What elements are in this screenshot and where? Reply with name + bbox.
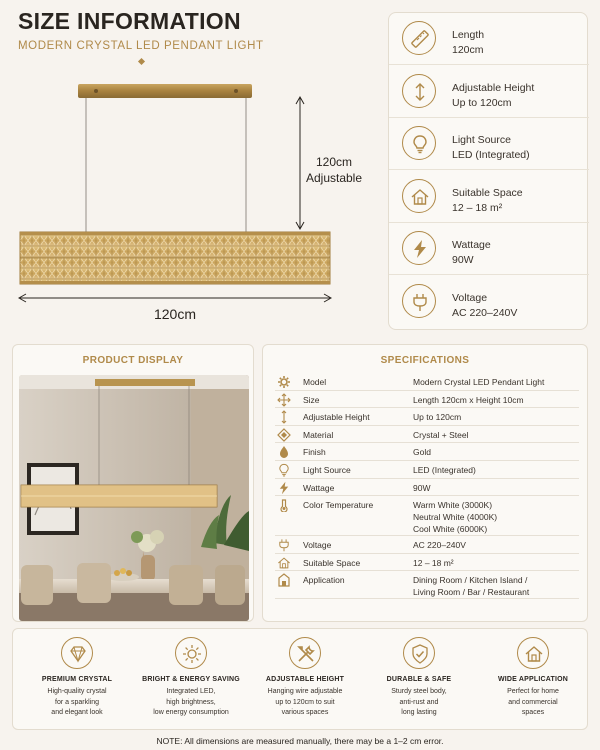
- feature-title: PREMIUM CRYSTAL: [41, 676, 113, 683]
- size-card-value: AC 220–240V: [452, 307, 518, 319]
- spec-key: Color Temperature: [303, 500, 374, 511]
- spec-value-line: Crystal + Steel: [413, 429, 469, 440]
- feature-bright-energy-saving: [135, 637, 247, 719]
- spec-key: Model: [303, 377, 327, 387]
- feature-description: [477, 687, 589, 719]
- spec-key: Material: [303, 429, 334, 440]
- spec-value-line: Warm White (3000K): [413, 500, 493, 511]
- size-card-suitable-space: [389, 171, 589, 223]
- size-card-adjustable-height: [389, 66, 589, 118]
- spec-value-line: Cool White (6000K): [413, 524, 488, 535]
- product-display-title: PRODUCT DISPLAY: [82, 355, 184, 366]
- size-card-label: Wattage: [452, 239, 491, 252]
- spec-value-line: Modern Crystal LED Pendant Light: [413, 377, 545, 387]
- spec-value: [413, 539, 466, 551]
- height-dimension-sublabel: Adjustable: [305, 171, 363, 185]
- spec-row-application: [275, 571, 579, 599]
- page-subtitle: MODERN CRYSTAL LED PENDANT LIGHT: [18, 40, 264, 52]
- tools-icon: [289, 637, 321, 669]
- spec-value-line: AC 220–240V: [413, 540, 466, 551]
- spec-key: Adjustable Height: [303, 412, 370, 423]
- feature-description: [21, 687, 133, 719]
- spec-value: [413, 411, 461, 423]
- feature-description: [249, 687, 361, 719]
- spec-value-line: Length 120cm x Height 10cm: [413, 394, 524, 405]
- spec-value-line: Living Room / Bar / Restaurant: [413, 587, 530, 598]
- spec-value: [413, 446, 431, 458]
- spec-value: [413, 557, 454, 569]
- spec-key: Light Source: [303, 465, 351, 475]
- diamond-divider-icon: [138, 58, 145, 65]
- paint-drop-icon: [277, 445, 291, 459]
- specifications-panel: [262, 344, 588, 622]
- spec-row-wattage: [275, 479, 579, 497]
- feature-wide-application: [477, 637, 589, 719]
- diamond-icon: [61, 637, 93, 669]
- feature-description-line: and elegant look: [51, 709, 103, 716]
- feature-description-line: up to 120cm to suit: [275, 698, 335, 706]
- house-icon: [517, 637, 549, 669]
- feature-title: ADJUSTABLE HEIGHT: [265, 676, 345, 683]
- lightning-icon: [277, 481, 291, 495]
- size-card-wattage: [389, 223, 589, 275]
- house-icon: [277, 556, 291, 570]
- spec-value-line: Dining Room / Kitchen Island /: [413, 575, 528, 586]
- feature-title: WIDE APPLICATION: [497, 676, 569, 683]
- feature-description: [363, 687, 475, 719]
- feature-adjustable-height: [249, 637, 361, 719]
- size-card-value: 120cm: [452, 44, 484, 56]
- material-icon: [277, 428, 291, 442]
- feature-description-line: long lasting: [401, 709, 437, 716]
- spec-row-size: [275, 391, 579, 409]
- sun-icon: [175, 637, 207, 669]
- length-dimension-label: 120cm: [153, 306, 197, 322]
- feature-description-line: Integrated LED,: [166, 688, 216, 695]
- feature-description: [135, 687, 247, 719]
- size-card-value: 90W: [452, 254, 474, 267]
- feature-description-line: high brightness,: [166, 698, 216, 706]
- size-card-light-source: [389, 118, 589, 170]
- spec-value: [413, 464, 476, 476]
- size-card-label: Adjustable Height: [452, 81, 535, 94]
- size-card-label: Suitable Space: [452, 186, 523, 199]
- feature-description-line: spaces: [521, 709, 545, 716]
- feature-description-line: anti-rust and: [399, 698, 439, 706]
- house-icon: [402, 179, 436, 213]
- spec-row-material: [275, 426, 579, 444]
- spec-row-finish: [275, 443, 579, 461]
- spec-key: Finish: [303, 447, 326, 458]
- spec-row-voltage: [275, 536, 579, 554]
- spec-value: [413, 376, 544, 388]
- lightning-icon: [402, 231, 436, 265]
- size-card-value: LED (Integrated): [452, 149, 530, 162]
- feature-description-line: various spaces: [281, 709, 329, 716]
- room-photo: [19, 375, 249, 621]
- vertical-arrow-icon: [277, 410, 291, 424]
- size-card-label: Length: [452, 29, 485, 41]
- features-panel: [12, 628, 588, 730]
- spec-key: Size: [303, 394, 320, 405]
- size-card-value: 12 – 18 m²: [452, 201, 503, 214]
- spec-row-model: [275, 373, 579, 391]
- size-card-value: Up to 120cm: [452, 96, 512, 109]
- thermometer-icon: [277, 498, 291, 512]
- feature-description-line: Sturdy steel body,: [391, 688, 447, 695]
- pendant-light-illustration: [0, 70, 380, 340]
- product-display-panel: [12, 344, 254, 622]
- spec-value: [413, 499, 497, 535]
- size-spec-panel: [388, 12, 588, 330]
- spec-value-line: Neutral White (4000K): [413, 512, 498, 523]
- spec-value: [413, 482, 430, 494]
- spec-key: Wattage: [303, 482, 335, 493]
- spec-key: Suitable Space: [303, 557, 361, 568]
- page-title: SIZE INFORMATION: [18, 8, 241, 34]
- light-bulb-icon: [277, 463, 291, 477]
- specifications-title: SPECIFICATIONS: [380, 355, 470, 366]
- spec-value: [413, 429, 469, 441]
- measurement-note: NOTE: All dimensions are measured manually, there may be a 1–2 cm error.: [156, 736, 444, 746]
- spec-row-suitable-space: [275, 554, 579, 572]
- size-card-label: Light Source: [452, 134, 511, 147]
- ruler-icon: [402, 21, 436, 55]
- plug-icon: [402, 284, 436, 318]
- gear-icon: [277, 375, 291, 389]
- building-icon: [277, 573, 291, 587]
- vertical-arrows-icon: [402, 74, 436, 108]
- shield-check-icon: [403, 637, 435, 669]
- feature-description-line: Hanging wire adjustable: [267, 688, 343, 695]
- plug-icon: [277, 538, 291, 552]
- feature-durable-safe: [363, 637, 475, 719]
- height-dimension-label: 120cm: [315, 155, 353, 169]
- spec-value-line: Up to 120cm: [413, 412, 462, 423]
- feature-description-line: and commercial: [508, 698, 558, 706]
- feature-description-line: Perfect for home: [507, 688, 559, 695]
- light-bulb-icon: [402, 126, 436, 160]
- move-arrows-icon: [277, 393, 291, 407]
- feature-description-line: for a sparkling: [55, 698, 99, 706]
- feature-title: DURABLE & SAFE: [386, 676, 452, 683]
- spec-value-line: 12 – 18 m²: [413, 557, 454, 568]
- spec-value-line: LED (Integrated): [413, 465, 476, 475]
- spec-key: Application: [303, 575, 345, 586]
- spec-row-light-source: [275, 461, 579, 479]
- size-card-length: [389, 13, 589, 65]
- spec-row-adjustable-height: [275, 408, 579, 426]
- spec-row-color-temperature: [275, 496, 579, 536]
- size-card-label: Voltage: [452, 292, 488, 304]
- feature-premium-crystal: [21, 637, 133, 719]
- spec-key: Voltage: [303, 540, 332, 551]
- feature-title: BRIGHT & ENERGY SAVING: [142, 676, 240, 683]
- dimension-drawing: [0, 70, 380, 340]
- spec-value: [413, 394, 524, 406]
- spec-value-line: Gold: [413, 447, 431, 458]
- feature-description-line: low energy consumption: [153, 709, 229, 716]
- feature-description-line: High-quality crystal: [47, 688, 107, 695]
- spec-value-line: 90W: [413, 482, 431, 493]
- size-card-voltage: [389, 276, 589, 328]
- spec-value: [413, 574, 529, 598]
